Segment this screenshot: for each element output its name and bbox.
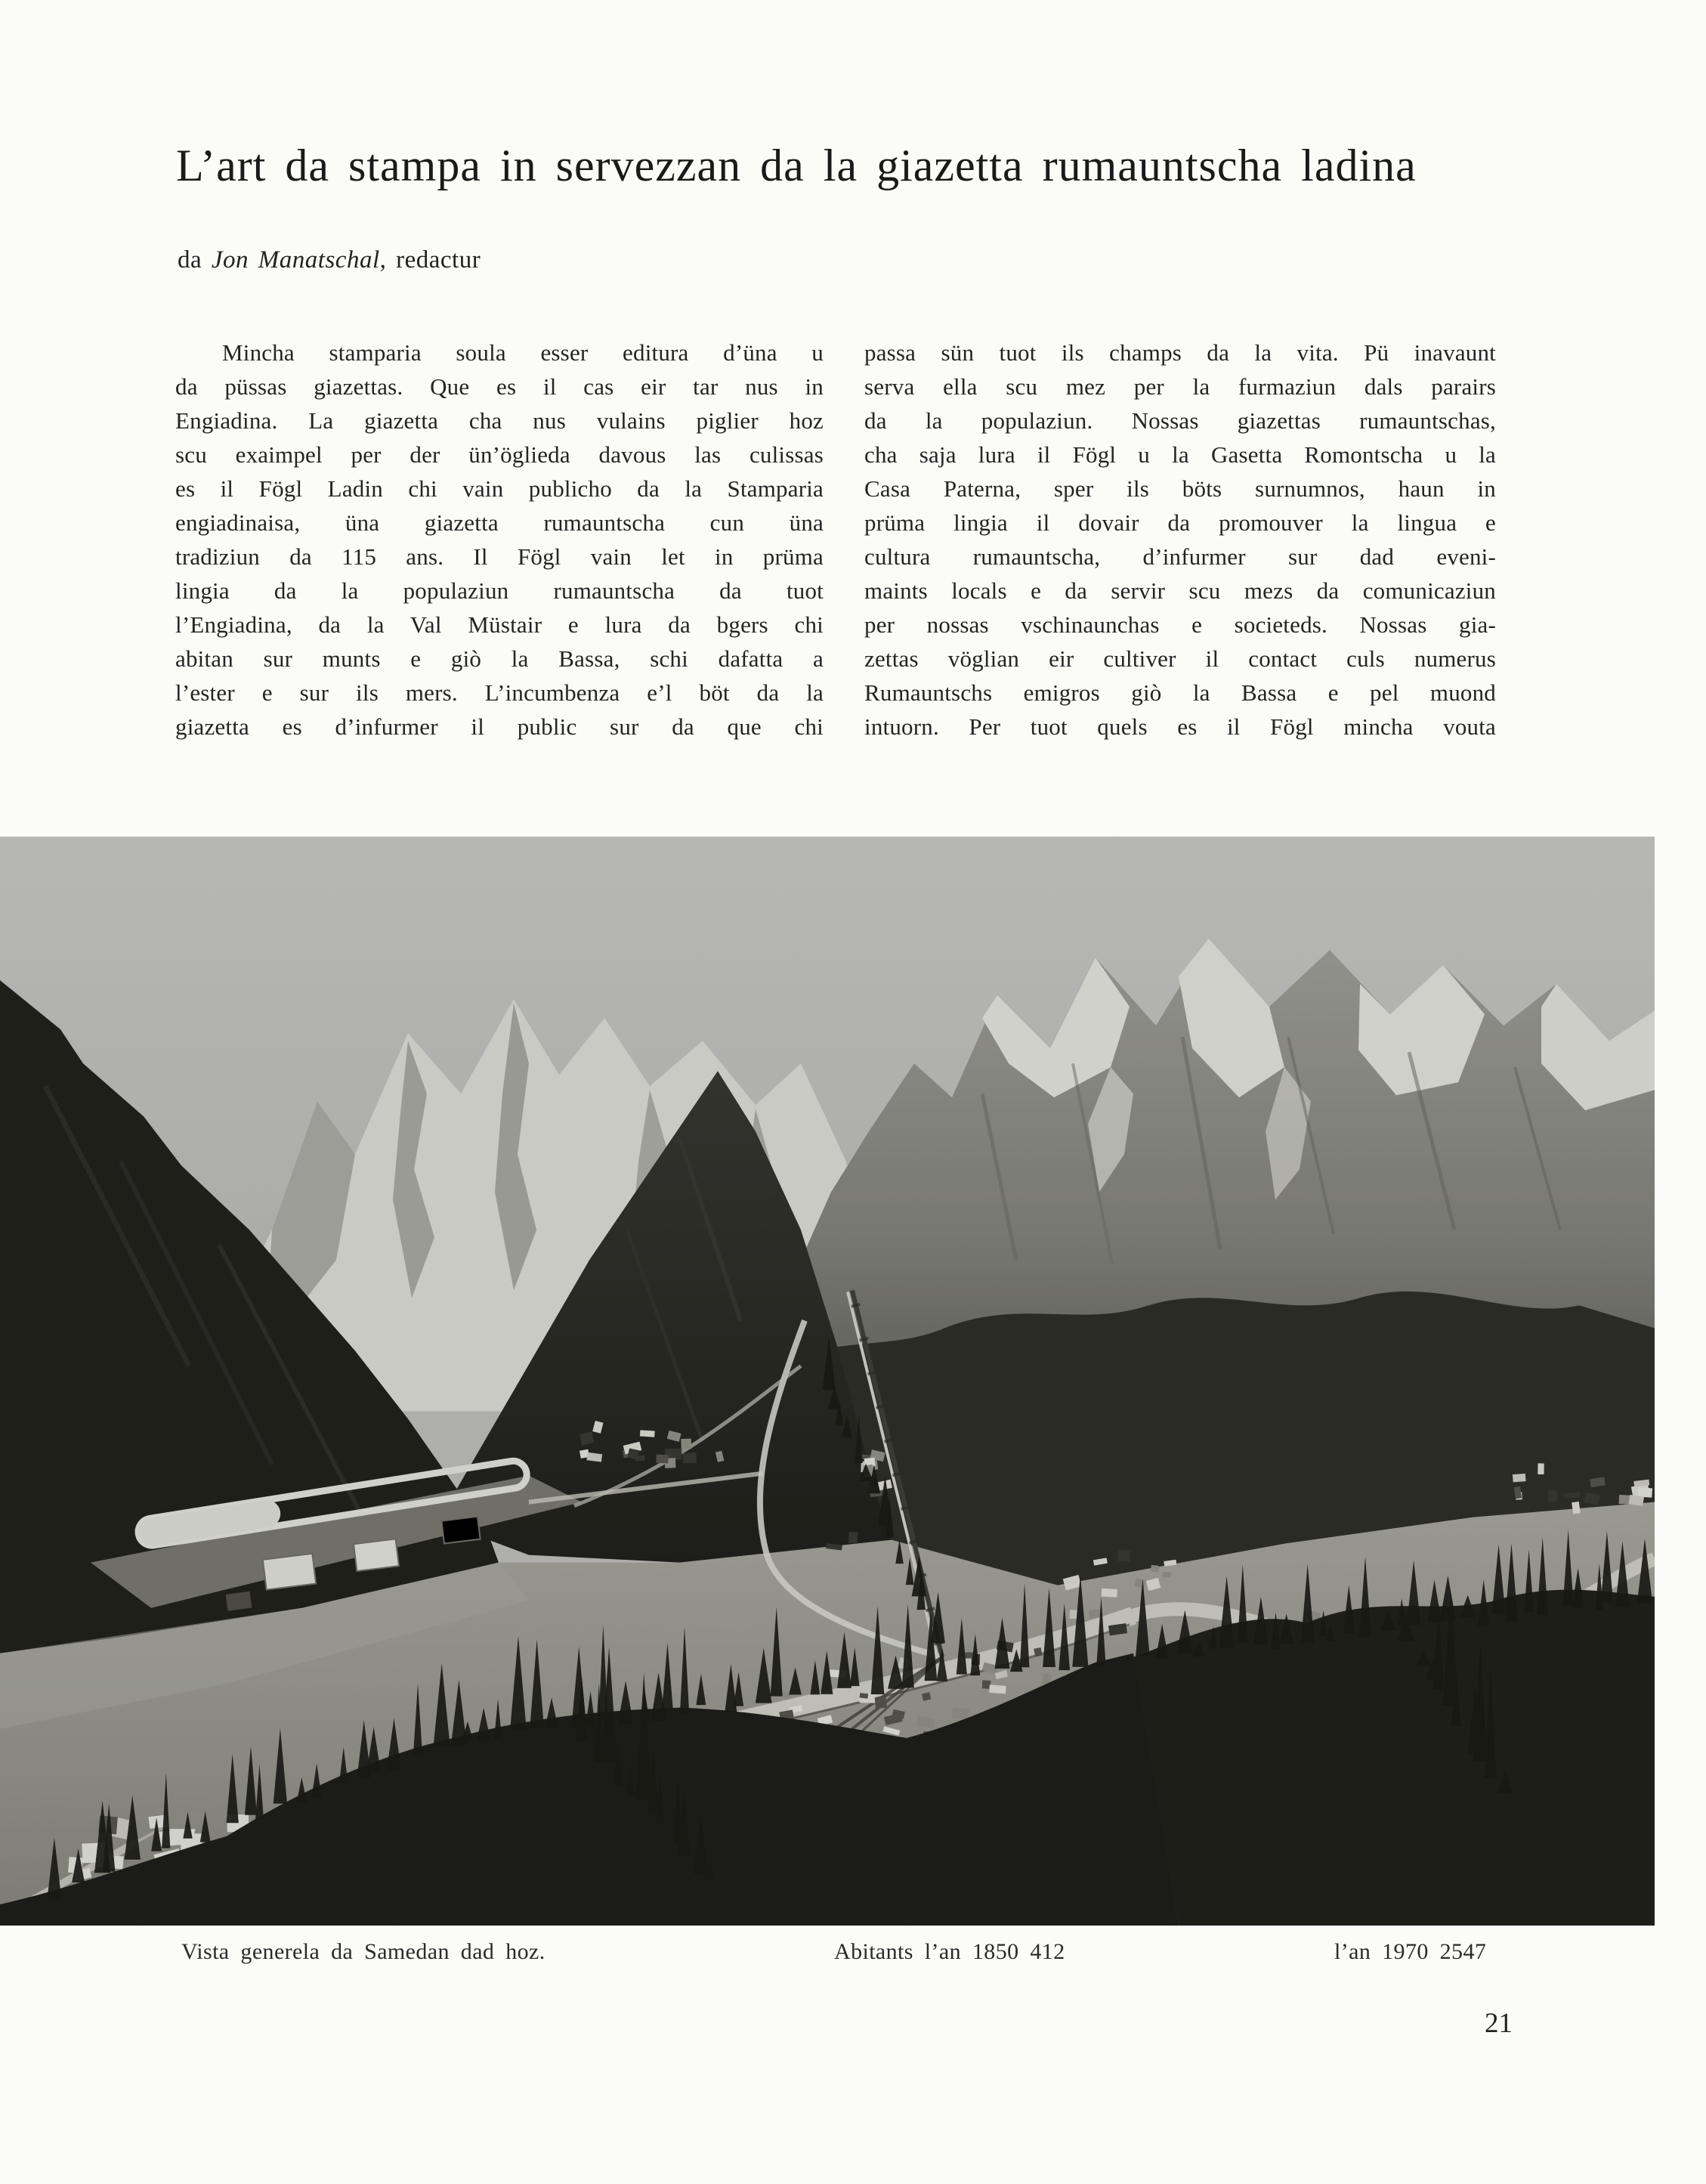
body-line: giazetta es d’infurmer il public sur da que chi (175, 713, 824, 740)
body-line: cultura rumauntscha, d’infurmer sur dad eveni- (864, 543, 1496, 570)
body-line: es il Fögl Ladin chi vain publicho da la Stamparia (175, 475, 824, 502)
body-line: l’Engiadina, da la Val Müstair e lura da bgers chi (175, 611, 824, 638)
body-line: maints locals e da servir scu mezs da comunicaziun (864, 577, 1496, 604)
body-line: Engiadina. La giazetta cha nus vulains piglier hoz (175, 407, 824, 434)
article-byline (178, 246, 481, 274)
body-line: intuorn. Per tuot quels es il Fögl mincha vouta (864, 713, 1496, 740)
body-line: per nossas vschinaunchas e societeds. Nossas gia- (864, 611, 1496, 638)
body-line: da la populaziun. Nossas giazettas rumauntschas, (864, 407, 1496, 434)
photo-aerial-samedan (0, 837, 1655, 1926)
column-left (175, 336, 824, 744)
byline-suffix: , redactur (379, 246, 481, 274)
body-line: Casa Paterna, sper ils böts surnumnos, haun in (864, 475, 1496, 502)
body-line: prüma lingia il dovair da promouver la lingua e (864, 509, 1496, 536)
photo-grain-overlay (0, 837, 1655, 1926)
body-line: Rumauntschs emigros giò la Bassa e pel muond (864, 679, 1496, 706)
body-line: serva ella scu mez per la furmaziun dals parairs (864, 373, 1496, 400)
body-line: zettas vöglian eir cultiver il contact culs numerus (864, 645, 1496, 672)
body-line: lingia da la populaziun rumauntscha da tuot (175, 577, 824, 604)
body-line: tradiziun da 115 ans. Il Fögl vain let in prüma (175, 543, 824, 570)
aerial-photo-svg (0, 837, 1655, 1926)
body-line: engiadinaisa, üna giazetta rumauntscha cun üna (175, 509, 824, 536)
caption-abitants-1850: Abitants l’an 1850 412 (834, 1939, 1065, 1964)
body-line: Mincha stamparia soula esser editura d’üna u (222, 339, 824, 366)
body-columns (175, 336, 1496, 744)
body-line: da püssas giazettas. Que es il cas eir tar nus in (175, 373, 824, 400)
page-number: 21 (1485, 2008, 1513, 2039)
byline-author: Jon Manatschal (211, 246, 380, 274)
body-line: abitan sur munts e giò la Bassa, schi dafatta a (175, 645, 824, 672)
caption-view: Vista generela da Samedan dad hoz. (181, 1939, 545, 1964)
column-right (864, 336, 1496, 744)
body-line: passa sün tuot ils champs da la vita. Pü inavaunt (864, 339, 1496, 366)
body-line: cha saja lura il Fögl u la Gasetta Romontscha u la (864, 441, 1496, 468)
byline-prefix: da (178, 246, 212, 274)
article-title: L’art da stampa in servezzan da la giazetta rumauntscha ladina (176, 141, 1417, 190)
body-line: l’ester e sur ils mers. L’incumbenza e’l böt da la (175, 679, 824, 706)
caption-abitants-1970: l’an 1970 2547 (1334, 1939, 1487, 1964)
body-line: scu exaimpel per der ün’öglieda davous las culissas (175, 441, 824, 468)
